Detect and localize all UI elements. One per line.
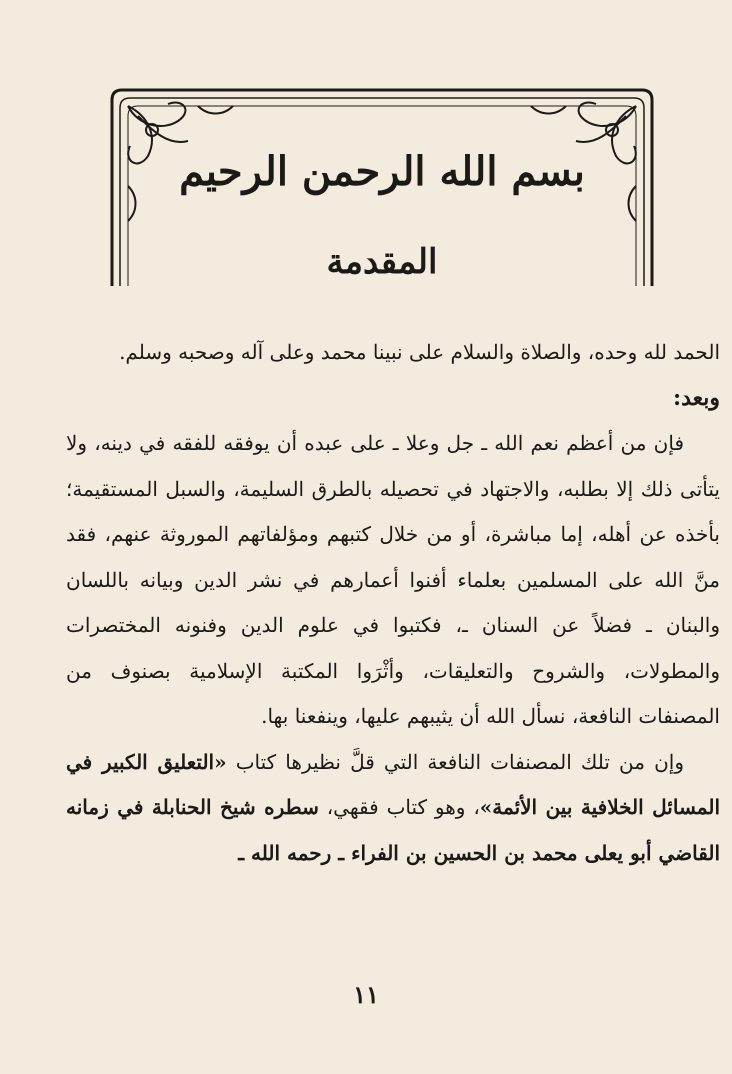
paragraph-book-intro-start: وإن من تلك المصنفات النافعة التي قلَّ نظيرها كتاب <box>226 749 684 774</box>
ornamental-header-frame <box>108 86 656 286</box>
author-line: سطره شيخ الحنابلة في زمانه القاضي أبو يعلى محمد بن الحسين بن الفراء ـ رحمه الله ـ <box>66 795 720 865</box>
page-title: المقدمة <box>326 242 438 282</box>
paragraph-opening: الحمد لله وحده، والصلاة والسلام على نبينا محمد وعلى آله وصحبه وسلم. <box>119 340 720 364</box>
paragraph-book-intro <box>66 740 720 877</box>
main-text <box>66 330 720 876</box>
paragraph-wabaad: وبعد: <box>672 384 720 411</box>
paragraph-main: فإن من أعظم نعم الله ـ جل وعلا ـ على عبده أن يوفقه للفقه في دينه، ولا يتأتى ذلك إلا بطلبه، والاجتهاد في تحصيله بالطرق السليمة، والسبل المستقيمة؛ بأخذه عن أهله، إما مباشرة، أو من خلال كتبهم ومؤلفاتهم الموروثة عنهم، فقد منَّ الله على المسلمين بعلماء أفنوا أعمارهم في نشر الدين وبيانه باللسان والبنان ـ فضلاً عن السنان ـ، فكتبوا في علوم الدين وفنونه المختصرات والمطولات، والشروح والتعليقات، وأثْرَوا المكتبة الإسلامية بصنوف من المصنفات النافعة، نسأل الله أن يثيبهم عليها، وينفعنا بها. <box>66 431 720 728</box>
book-title: «التعليق الكبير في المسائل الخلافية بين الأئمة» <box>66 749 721 819</box>
paragraph-book-intro-mid: ، وهو كتاب فقهي، <box>318 795 480 819</box>
basmala-calligraphy: بسم الله الرحمن الرحيم <box>179 148 585 195</box>
page-number: ١١ <box>353 980 379 1009</box>
